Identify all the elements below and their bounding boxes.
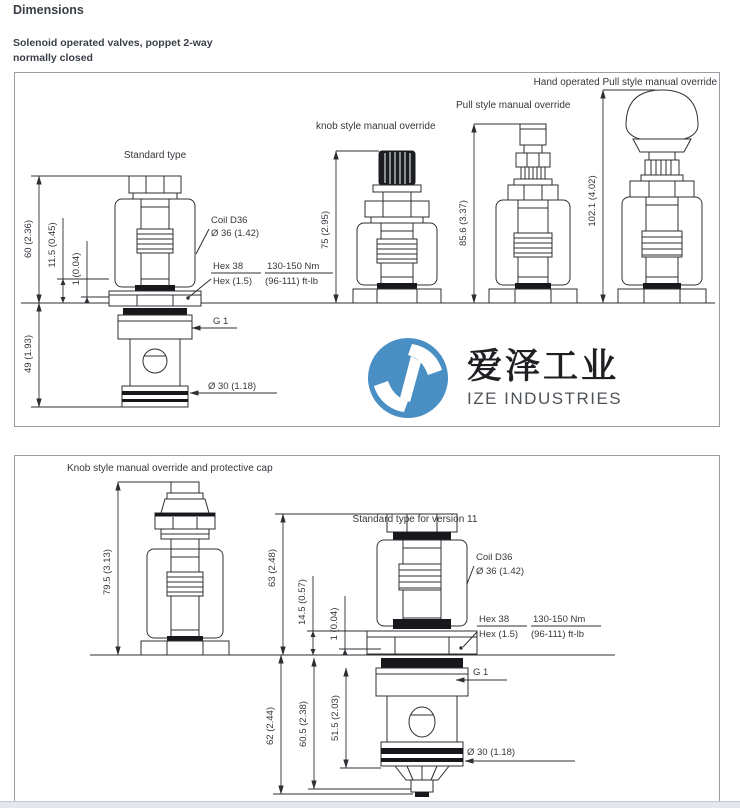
knob-style-valve-drawing	[353, 151, 441, 303]
dim-1-label: 1 (0.04)	[71, 252, 82, 286]
torque-callout-line2: (96-111) ft-lb	[265, 276, 318, 287]
dim-60-5-label: 60.5 (2.38)	[298, 701, 309, 747]
dim-102-1-label: 102.1 (4.02)	[587, 175, 598, 227]
dim-79-5-label: 79.5 (3.13)	[102, 549, 113, 595]
standard-v11-callouts	[456, 552, 601, 761]
cartridge-dia-label: Ø 30 (1.18)	[467, 747, 516, 758]
coil-callout-line2: Ø 36 (1.42)	[211, 228, 260, 239]
page-title: Dimensions	[13, 3, 84, 17]
standard-type-valve-drawing	[109, 176, 201, 407]
dim-49-label: 49 (1.93)	[23, 334, 34, 374]
coil-callout-line1: Coil D36	[211, 215, 248, 226]
knob-cap-valve-drawing	[141, 482, 229, 655]
hand-operated-valve-drawing	[618, 90, 706, 303]
ize-logo-icon	[366, 336, 450, 420]
watermark-english-text: IZE INDUSTRIES	[467, 388, 623, 408]
dim-11-5-label: 11.5 (0.45)	[47, 222, 58, 268]
torque-callout-line1: 130-150 Nm	[533, 614, 586, 625]
hex-callout-line2: Hex (1.5)	[213, 276, 253, 287]
cartridge-dia-label: Ø 30 (1.18)	[208, 381, 257, 392]
standard-type-label: Standard type	[123, 150, 187, 161]
watermark	[366, 336, 622, 420]
subtitle-line2: normally closed	[13, 52, 93, 64]
dim-75-label: 75 (2.95)	[320, 210, 331, 250]
dim-85-6-label: 85.6 (3.37)	[458, 200, 469, 246]
pull-style-label: Pull style manual override	[456, 100, 571, 111]
hex-callout-line1: Hex 38	[479, 614, 510, 625]
dim-14-5-label: 14.5 (0.57)	[297, 579, 308, 625]
torque-callout-line1: 130-150 Nm	[267, 261, 320, 272]
dim-62-label: 62 (2.44)	[265, 706, 276, 746]
bottom-drawing	[15, 456, 718, 800]
dim-60-label: 60 (2.36)	[23, 219, 34, 259]
watermark-chinese-text: 爱泽工业	[467, 346, 620, 386]
pull-style-valve-drawing	[489, 124, 577, 303]
bottom-drawing-panel	[14, 455, 720, 802]
port-thread-label: G 1	[213, 316, 229, 327]
hand-operated-label: Hand operated Pull style manual override	[533, 77, 717, 88]
dim-63-label: 63 (2.48)	[267, 548, 278, 588]
next-section-strip	[0, 801, 740, 808]
standard-v11-label: Standard type for version 11	[352, 514, 478, 525]
port-thread-label: G 1	[473, 667, 489, 678]
coil-callout-line2: Ø 36 (1.42)	[476, 566, 525, 577]
knob-cap-label: Knob style manual override and protective cap	[67, 463, 273, 474]
hex-callout-line2: Hex (1.5)	[479, 629, 519, 640]
hex-callout-line1: Hex 38	[213, 261, 244, 272]
subtitle-line1: Solenoid operated valves, poppet 2-way	[13, 37, 213, 49]
dim-1-label: 1 (0.04)	[329, 607, 340, 641]
coil-callout-line1: Coil D36	[476, 552, 513, 563]
dim-51-5-label: 51.5 (2.03)	[330, 695, 341, 741]
torque-callout-line2: (96-111) ft-lb	[531, 629, 584, 640]
knob-style-label: knob style manual override	[316, 121, 436, 132]
